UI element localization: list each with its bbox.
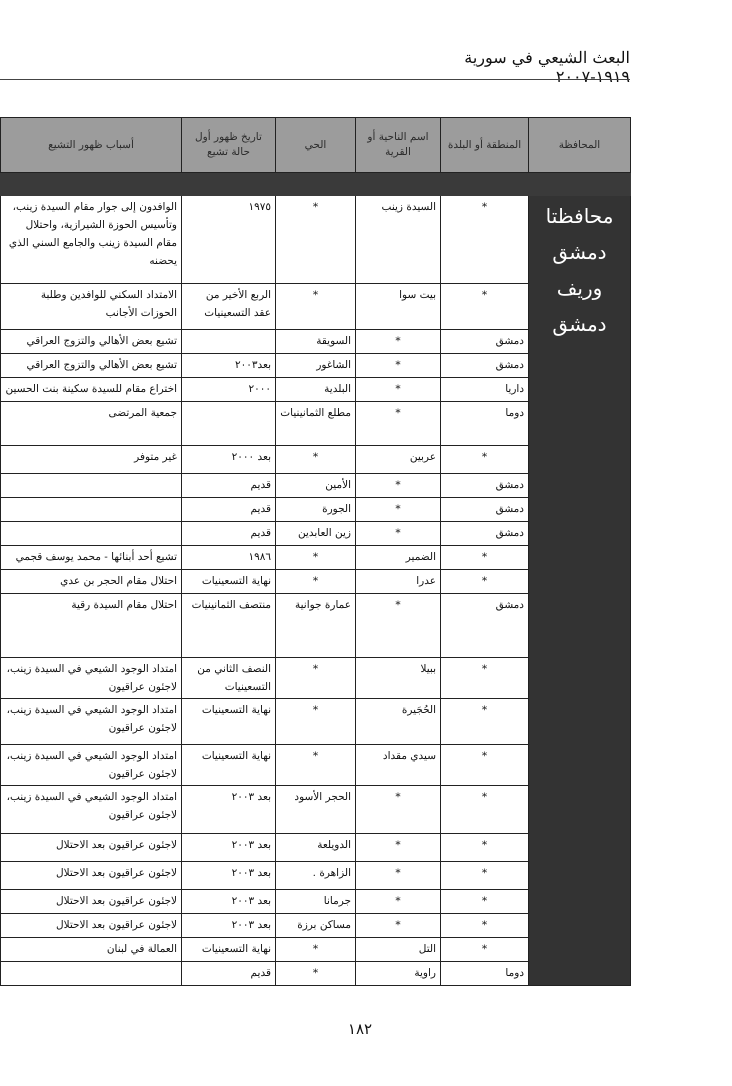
cell-city: * <box>441 570 529 594</box>
cell-hay: * <box>276 938 356 962</box>
column-header: المنطقة أو البلدة <box>441 118 529 173</box>
cell-area: بيت سوا <box>356 284 441 330</box>
cell-reason: لاجئون عراقيون بعد الاحتلال <box>1 834 182 862</box>
cell-area: * <box>356 862 441 890</box>
cell-date: نهاية التسعينيات <box>182 745 276 786</box>
cell-city: * <box>441 745 529 786</box>
cell-date: منتصف الثمانينيات <box>182 594 276 658</box>
cell-hay: مطلع الثمانينيات <box>276 402 356 446</box>
cell-area: الحُجَيرة <box>356 699 441 745</box>
cell-date <box>182 402 276 446</box>
column-header: أسباب ظهور التشيع <box>1 118 182 173</box>
cell-city: دمشق <box>441 498 529 522</box>
cell-hay: * <box>276 570 356 594</box>
table-header-row <box>1 118 631 173</box>
header-band <box>1 173 631 196</box>
cell-hay: * <box>276 446 356 474</box>
cell-date: قديم <box>182 498 276 522</box>
cell-reason: تشيع بعض الأهالي والتزوج العراقي <box>1 330 182 354</box>
cell-area: * <box>356 786 441 834</box>
cell-date: بعد ٢٠٠٣ <box>182 914 276 938</box>
cell-reason: تشيع بعض الأهالي والتزوج العراقي <box>1 354 182 378</box>
governorate-cell <box>529 196 631 986</box>
cell-date <box>182 330 276 354</box>
cell-reason: لاجئون عراقيون بعد الاحتلال <box>1 890 182 914</box>
cell-date: بعد ٢٠٠٠ <box>182 446 276 474</box>
cell-area: سيدي مقداد <box>356 745 441 786</box>
cell-area: التل <box>356 938 441 962</box>
cell-area: الضمير <box>356 546 441 570</box>
cell-hay: الدويلعة <box>276 834 356 862</box>
cell-reason: الامتداد السكني للوافدين وطلبة الحوزات الأجانب <box>1 284 182 330</box>
cell-reason: غير متوفر <box>1 446 182 474</box>
header-rule <box>0 79 630 80</box>
cell-hay: الجورة <box>276 498 356 522</box>
cell-reason: امتداد الوجود الشيعي في السيدة زينب، لاجئون عراقيون <box>1 786 182 834</box>
cell-city: دوما <box>441 962 529 986</box>
cell-hay: جرمانا <box>276 890 356 914</box>
cell-reason <box>1 962 182 986</box>
governorate-label: وريف <box>556 276 603 300</box>
cell-area: * <box>356 378 441 402</box>
cell-hay: الزاهرة . <box>276 862 356 890</box>
governorate-label: دمشق <box>552 240 607 264</box>
cell-hay: زين العابدين <box>276 522 356 546</box>
cell-area: * <box>356 834 441 862</box>
cell-city: * <box>441 914 529 938</box>
cell-area: * <box>356 354 441 378</box>
cell-city: * <box>441 196 529 284</box>
cell-date: بعد ٢٠٠٣ <box>182 862 276 890</box>
cell-date: بعد ٢٠٠٣ <box>182 890 276 914</box>
table-row <box>1 196 631 284</box>
cell-city: دوما <box>441 402 529 446</box>
cell-reason: لاجئون عراقيون بعد الاحتلال <box>1 914 182 938</box>
cell-area: * <box>356 890 441 914</box>
cell-hay: البلدية <box>276 378 356 402</box>
cell-hay: * <box>276 699 356 745</box>
column-header: المحافظة <box>529 118 631 173</box>
cell-hay: الأمين <box>276 474 356 498</box>
cell-reason: جمعية المرتضى <box>1 402 182 446</box>
cell-date: الربع الأخير من عقد التسعينيات <box>182 284 276 330</box>
cell-city: * <box>441 658 529 699</box>
cell-reason: احتلال مقام السيدة رقية <box>1 594 182 658</box>
cell-date: بعد ٢٠٠٣ <box>182 786 276 834</box>
running-header: البعث الشيعي في سورية ١٩١٩-٢٠٠٧ <box>464 48 630 86</box>
governorate-label: محافظتا <box>545 204 614 228</box>
cell-area: راوية <box>356 962 441 986</box>
cell-hay: * <box>276 284 356 330</box>
cell-area: * <box>356 330 441 354</box>
cell-city: * <box>441 546 529 570</box>
cell-area: * <box>356 914 441 938</box>
cell-date: قديم <box>182 962 276 986</box>
cell-hay: * <box>276 962 356 986</box>
cell-reason: الوافدون إلى جوار مقام السيدة زينب، وتأسيس الحوزة الشيرازية، واحتلال مقام السيدة زينب والجامع السني الذي يحضنه <box>1 196 182 284</box>
cell-reason: العمالة في لبنان <box>1 938 182 962</box>
cell-date: نهاية التسعينيات <box>182 938 276 962</box>
cell-date: ١٩٧٥ <box>182 196 276 284</box>
cell-area: * <box>356 522 441 546</box>
cell-city: دمشق <box>441 474 529 498</box>
cell-area: * <box>356 402 441 446</box>
cell-date: قديم <box>182 474 276 498</box>
cell-city: داريا <box>441 378 529 402</box>
cell-city: * <box>441 938 529 962</box>
cell-area: عدرا <box>356 570 441 594</box>
cell-reason: تشيع أحد أبنائها - محمد يوسف قجمي <box>1 546 182 570</box>
shia-distribution-table <box>0 117 631 986</box>
cell-city: دمشق <box>441 354 529 378</box>
cell-city: * <box>441 834 529 862</box>
cell-area: عربين <box>356 446 441 474</box>
governorate-label: دمشق <box>552 312 607 336</box>
cell-date: نهاية التسعينيات <box>182 570 276 594</box>
cell-hay: مساكن برزة <box>276 914 356 938</box>
cell-city: * <box>441 284 529 330</box>
cell-city: دمشق <box>441 330 529 354</box>
cell-date: بعد٢٠٠٣ <box>182 354 276 378</box>
cell-reason: امتداد الوجود الشيعي في السيدة زينب، لاجئون عراقيون <box>1 699 182 745</box>
cell-hay: السويقة <box>276 330 356 354</box>
cell-reason: امتداد الوجود الشيعي في السيدة زينب، لاجئون عراقيون <box>1 658 182 699</box>
cell-hay: الحجر الأسود <box>276 786 356 834</box>
cell-city: * <box>441 862 529 890</box>
cell-hay: * <box>276 196 356 284</box>
cell-date: ١٩٨٦ <box>182 546 276 570</box>
cell-city: * <box>441 890 529 914</box>
cell-hay: عمارة جوانية <box>276 594 356 658</box>
column-header: الحي <box>276 118 356 173</box>
cell-hay: * <box>276 745 356 786</box>
cell-reason <box>1 522 182 546</box>
cell-date: نهاية التسعينيات <box>182 699 276 745</box>
column-header: اسم الناحية أو القرية <box>356 118 441 173</box>
cell-date: بعد ٢٠٠٣ <box>182 834 276 862</box>
cell-reason: لاجئون عراقيون بعد الاحتلال <box>1 862 182 890</box>
cell-reason: امتداد الوجود الشيعي في السيدة زينب، لاجئون عراقيون <box>1 745 182 786</box>
cell-reason <box>1 498 182 522</box>
cell-area: ببيلا <box>356 658 441 699</box>
cell-date: قديم <box>182 522 276 546</box>
page-number: ١٨٢ <box>347 1020 373 1038</box>
column-header: تاريخ ظهور أول حالة تشيع <box>182 118 276 173</box>
cell-city: دمشق <box>441 522 529 546</box>
cell-hay: الشاغور <box>276 354 356 378</box>
cell-area: * <box>356 498 441 522</box>
cell-area: * <box>356 594 441 658</box>
cell-city: * <box>441 446 529 474</box>
cell-date: النصف الثاني من التسعينيات <box>182 658 276 699</box>
cell-date: ٢٠٠٠ <box>182 378 276 402</box>
cell-reason: احتلال مقام الحجر بن عدي <box>1 570 182 594</box>
cell-area: * <box>356 474 441 498</box>
cell-city: دمشق <box>441 594 529 658</box>
cell-area: السيدة زينب <box>356 196 441 284</box>
cell-hay: * <box>276 658 356 699</box>
cell-reason: اختراع مقام للسيدة سكينة بنت الحسين <box>1 378 182 402</box>
cell-reason <box>1 474 182 498</box>
cell-city: * <box>441 699 529 745</box>
cell-hay: * <box>276 546 356 570</box>
cell-city: * <box>441 786 529 834</box>
